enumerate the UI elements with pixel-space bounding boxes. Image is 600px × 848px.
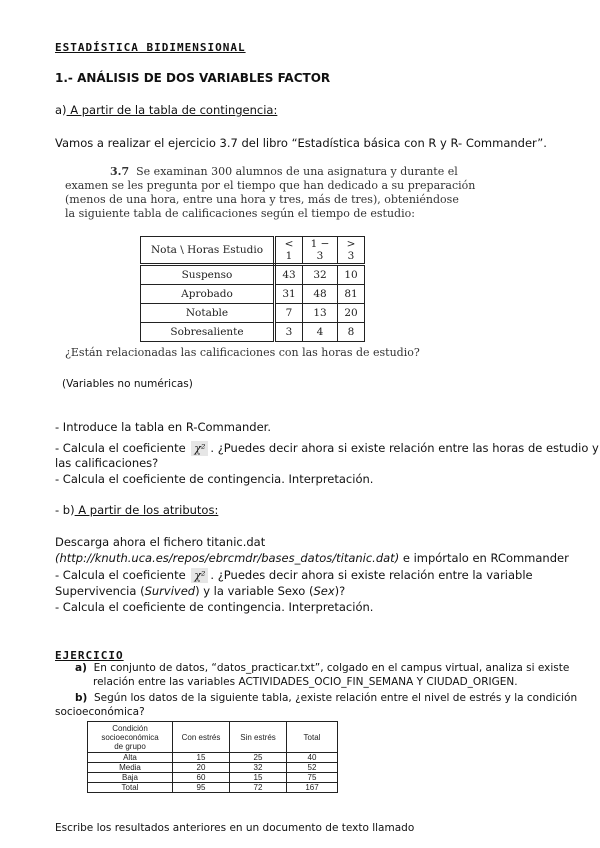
table-row [88, 763, 338, 773]
table-header-cell: Con estrés [173, 722, 230, 753]
task-text: - Calcula el coeficiente [55, 441, 186, 455]
exercise-question: ¿Están relacionadas las calificaciones con las horas de estudio? [65, 346, 420, 359]
variables-note: (Variables no numéricas) [62, 378, 193, 390]
stress-table [87, 721, 338, 793]
table-row [88, 783, 338, 793]
table-row [141, 265, 365, 285]
header-line: Condición [112, 723, 148, 733]
table-cell: Baja [88, 773, 173, 783]
exercise-line: Se examinan 300 alumnos de una asignatura y durante el [136, 165, 458, 178]
section-title: 1.- ANÁLISIS DE DOS VARIABLES FACTOR [55, 71, 331, 85]
closing-text: Escribe los resultados anteriores en un documento de texto llamado [55, 822, 415, 834]
table-header-cell: < 1 [275, 237, 303, 265]
table-cell: Aprobado [141, 285, 275, 304]
document-title: ESTADÍSTICA BIDIMENSIONAL [55, 41, 246, 54]
table-cell: 72 [230, 783, 287, 793]
task-a-3: - Calcula el coeficiente de contingencia. Interpretación. [55, 472, 374, 486]
table-cell: 167 [287, 783, 338, 793]
task-b-2-cont [55, 584, 345, 599]
table-cell: 32 [303, 265, 338, 285]
table-cell: 43 [275, 265, 303, 285]
table-row [141, 304, 365, 323]
chi-square-symbol: χ² [191, 568, 208, 583]
task-text: Supervivencia ( [55, 584, 145, 598]
part-b-prefix: - b) [55, 503, 75, 517]
table-cell: 60 [173, 773, 230, 783]
table-row [141, 285, 365, 304]
table-cell: Notable [141, 304, 275, 323]
table-row [88, 722, 338, 753]
item-label: a) [75, 662, 87, 674]
task-text: )? [334, 584, 346, 598]
task-a-1: - Introduce la tabla en R-Commander. [55, 420, 272, 434]
exercise-line: (menos de una hora, entre una hora y tres, más de tres), obteniéndose [65, 193, 459, 206]
task-a-2-cont: las calificaciones? [55, 456, 159, 470]
part-b-label: A partir de los atributos: [74, 503, 219, 517]
table-cell: 75 [287, 773, 338, 783]
task-text: ) y la variable Sexo ( [195, 584, 314, 598]
table-cell: Suspenso [141, 265, 275, 285]
table-cell: 81 [338, 285, 365, 304]
item-label: b) [75, 692, 88, 704]
table-cell: Media [88, 763, 173, 773]
titanic-url: (http://knuth.uca.es/repos/ebrcmdr/bases_datos/titanic.dat) [55, 551, 400, 565]
part-b-heading [55, 503, 218, 518]
ejercicio-a [75, 662, 569, 675]
table-cell: 15 [173, 753, 230, 763]
table-cell: Total [88, 783, 173, 793]
table-cell: 31 [275, 285, 303, 304]
table-cell: 10 [338, 265, 365, 285]
variable-name: Sex [313, 584, 335, 598]
part-a-heading [55, 103, 277, 118]
intro-a: Vamos a realizar el ejercicio 3.7 del libro “Estadística básica con R y R- Commander”. [55, 136, 547, 150]
table-cell: 3 [275, 323, 303, 342]
task-b-3: - Calcula el coeficiente de contingencia. Interpretación. [55, 600, 374, 614]
task-text: . ¿Puedes decir ahora si existe relación entre las horas de estudio y [210, 441, 599, 455]
table-cell: 40 [287, 753, 338, 763]
table-header-cell: Nota \ Horas Estudio [141, 237, 275, 265]
table-cell: 4 [303, 323, 338, 342]
part-a-label: A partir de la tabla de contingencia: [66, 103, 278, 117]
table-header-cell: 1 − 3 [303, 237, 338, 265]
variable-name: Survived [144, 584, 196, 598]
table-row [141, 323, 365, 342]
exercise-line: examen se les pregunta por el tiempo que han dedicado a su preparación [65, 179, 476, 192]
ejercicio-b [75, 692, 577, 705]
table-cell: Sobresaliente [141, 323, 275, 342]
table-row [88, 773, 338, 783]
item-text: En conjunto de datos, “datos_practicar.txt”, colgado en el campus virtual, analiza si existe [93, 662, 570, 674]
table-cell: 20 [338, 304, 365, 323]
task-text: . ¿Puedes decir ahora si existe relación entre la variable [210, 568, 533, 582]
exercise-line: la siguiente tabla de calificaciones según el tiempo de estudio: [65, 207, 415, 220]
task-b-1: Descarga ahora el fichero titanic.dat [55, 535, 266, 549]
task-text: e impórtalo en RCommander [399, 551, 569, 565]
table-cell: 20 [173, 763, 230, 773]
table-header-cell: > 3 [338, 237, 365, 265]
table-header-cell [88, 722, 173, 753]
table-cell: 52 [287, 763, 338, 773]
header-line: de grupo [114, 741, 146, 751]
table-cell: 15 [230, 773, 287, 783]
item-text: Según los datos de la siguiente tabla, ¿existe relación entre el nivel de estrés y la condición [94, 692, 578, 704]
part-a-prefix: a) [55, 103, 67, 117]
task-b-2 [55, 568, 533, 583]
table-cell: 8 [338, 323, 365, 342]
ejercicio-title: EJERCICIO [55, 649, 124, 662]
ejercicio-a-cont: relación entre las variables ACTIVIDADES_OCIO_FIN_SEMANA Y CIUDAD_ORIGEN. [93, 676, 518, 688]
task-a-2 [55, 441, 599, 456]
exercise-text [65, 165, 475, 221]
table-cell: 95 [173, 783, 230, 793]
ejercicio-b-cont: socioeconómica? [55, 706, 145, 718]
table-cell: 7 [275, 304, 303, 323]
task-text: - Calcula el coeficiente [55, 568, 186, 582]
table-row [88, 753, 338, 763]
table-cell: 32 [230, 763, 287, 773]
header-line: socioeconómica [101, 732, 159, 742]
chi-square-symbol: χ² [191, 441, 208, 456]
table-cell: 48 [303, 285, 338, 304]
table-row [141, 237, 365, 265]
table-header-cell: Sin estrés [230, 722, 287, 753]
table-header-cell: Total [287, 722, 338, 753]
table-cell: Alta [88, 753, 173, 763]
task-b-url-line [55, 551, 569, 566]
table-cell: 25 [230, 753, 287, 763]
exercise-number: 3.7 [110, 165, 130, 178]
table-cell: 13 [303, 304, 338, 323]
contingency-table [140, 236, 365, 342]
